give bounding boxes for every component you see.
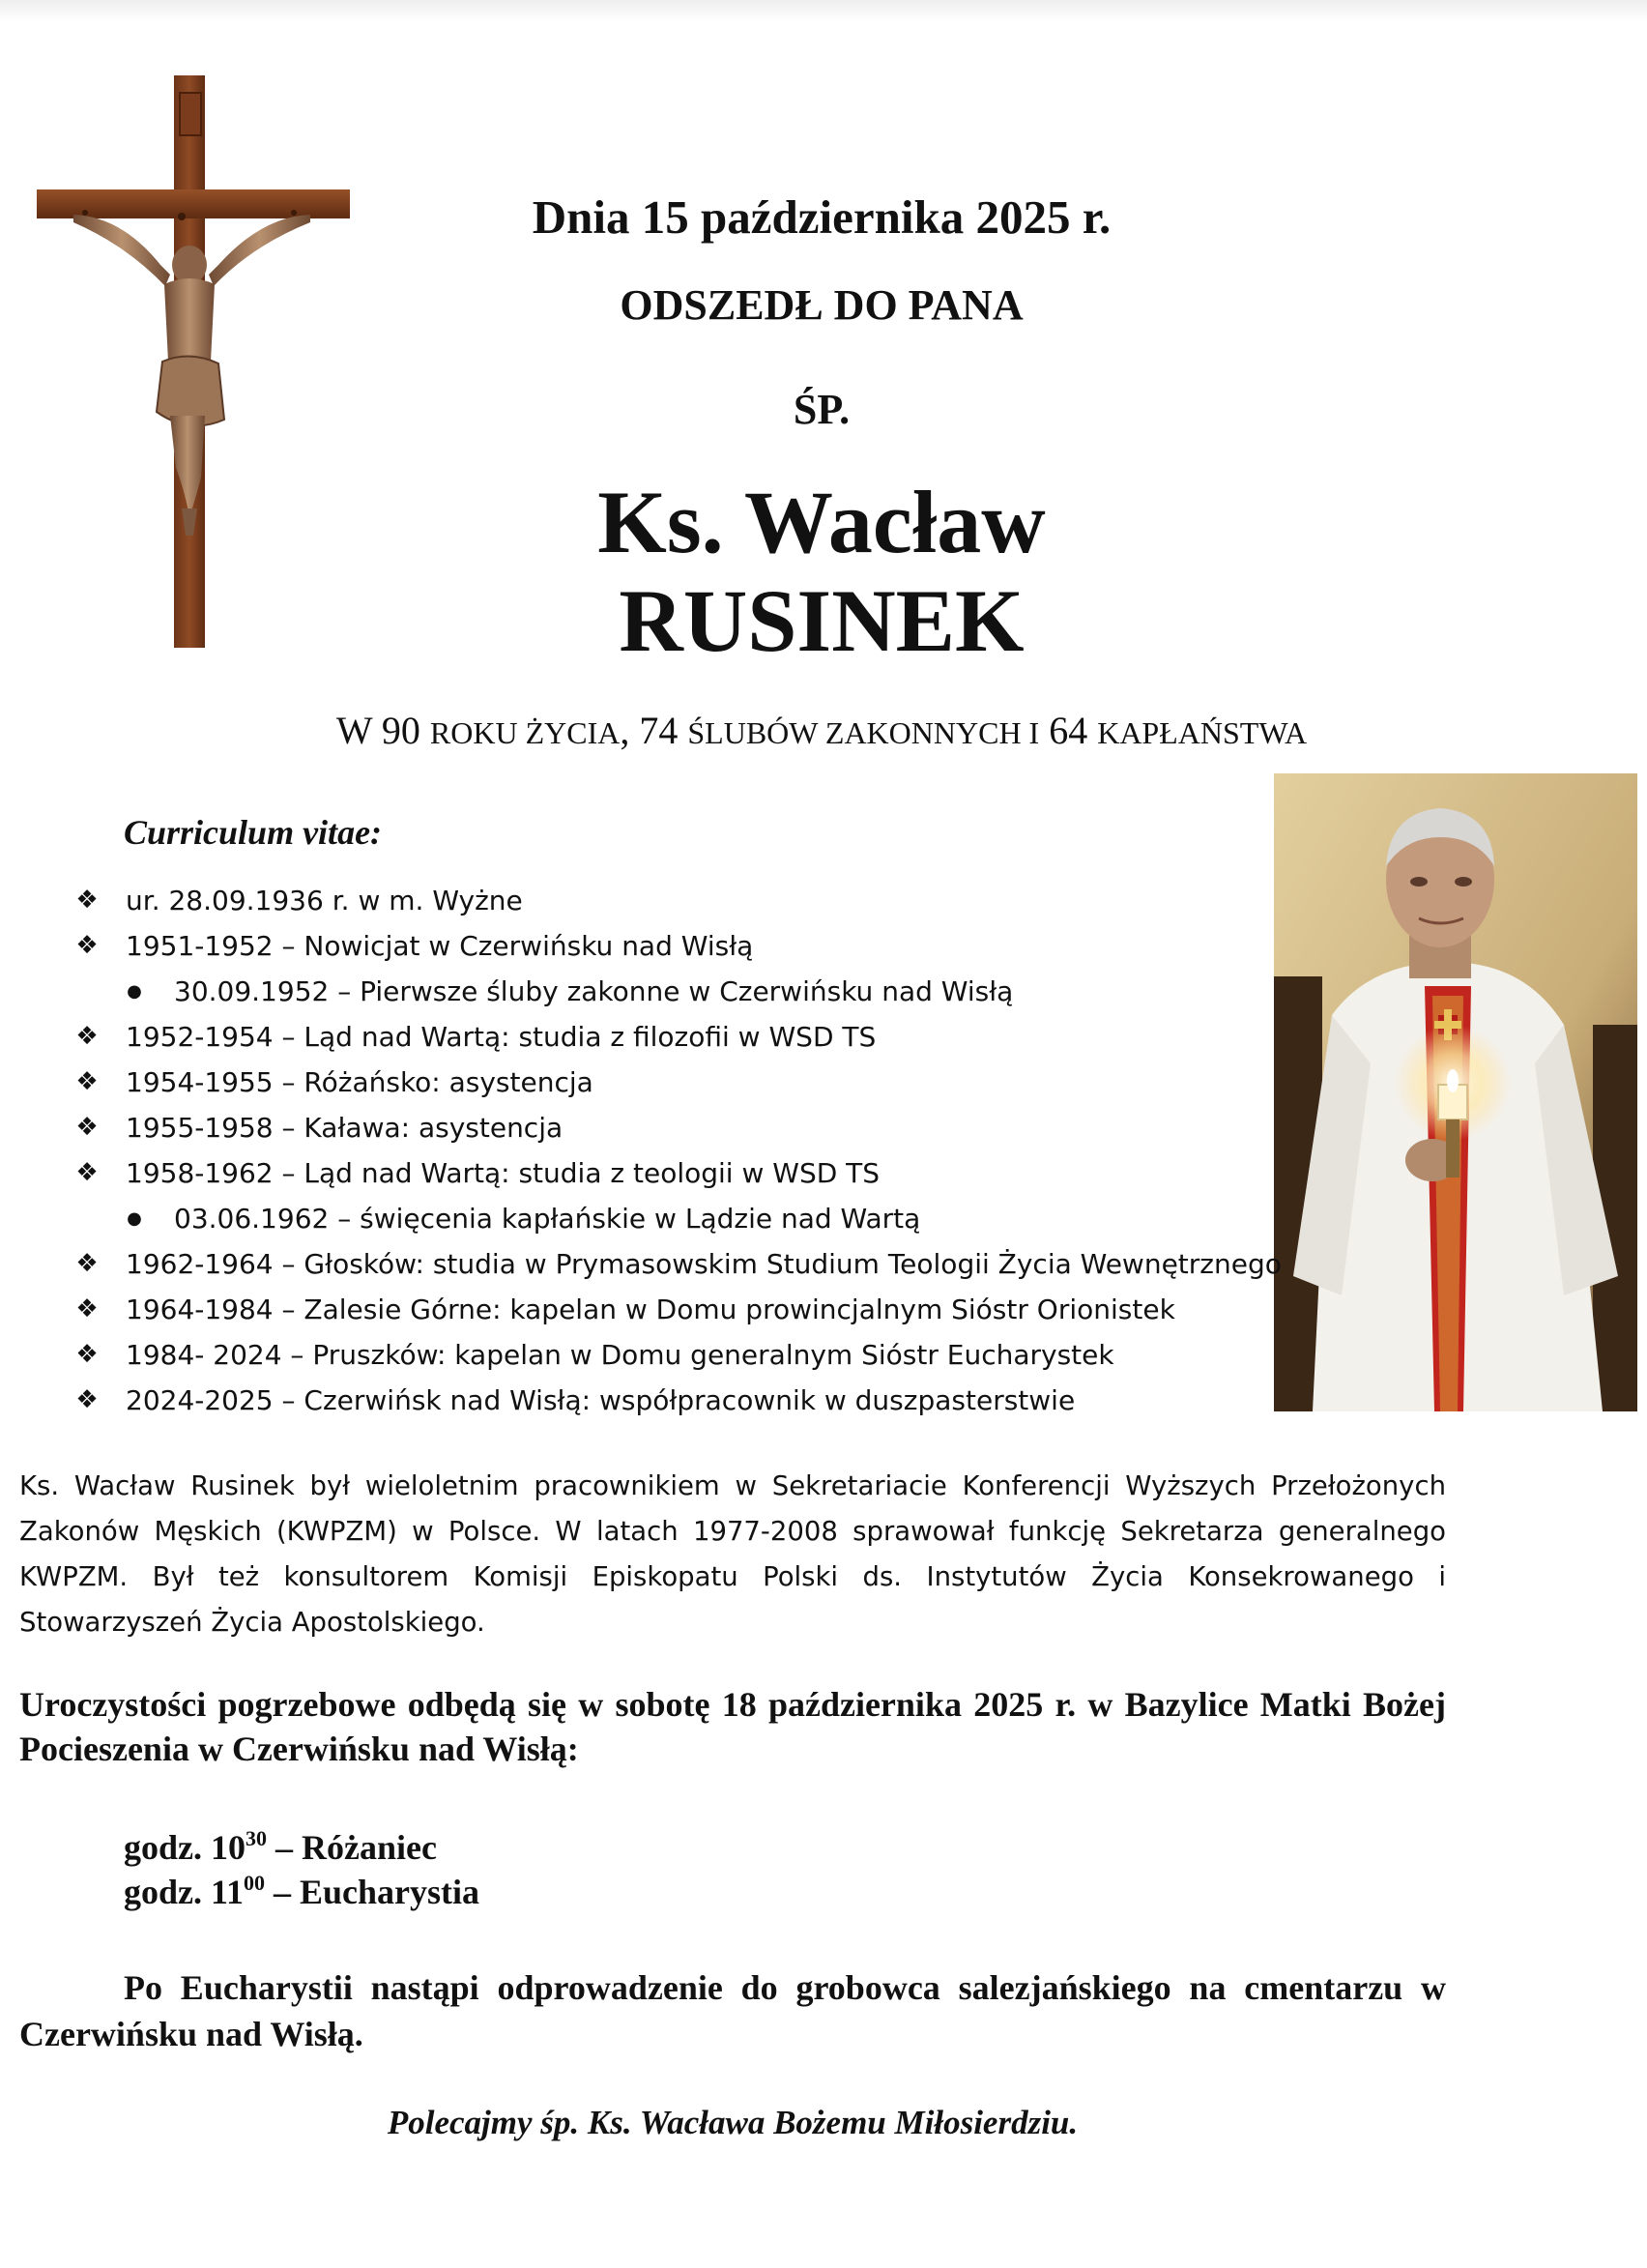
portrait-photo	[1274, 773, 1637, 1411]
bullet-diamond-icon: ❖	[75, 1294, 99, 1323]
passed-away-heading: ODSZEDŁ DO PANA	[620, 281, 1024, 329]
cv-item-text: 1984- 2024 – Pruszków: kapelan w Domu generalnym Sióstr Eucharystek	[126, 1339, 1114, 1371]
cv-item	[68, 923, 1276, 969]
bullet-dot-icon: ●	[127, 1208, 142, 1229]
schedule-event: – Różaniec	[267, 1828, 437, 1867]
burial-paragraph	[19, 1964, 1446, 2057]
schedule-rosary	[124, 1825, 437, 1870]
bullet-diamond-icon: ❖	[75, 1022, 99, 1051]
schedule-minutes: 30	[246, 1826, 267, 1850]
cv-item-text: ur. 28.09.1936 r. w m. Wyżne	[126, 885, 523, 916]
priesthood-label: KAPŁAŃSTWA	[1097, 715, 1308, 750]
schedule-eucharist	[124, 1870, 479, 1914]
deceased-surname: RUSINEK	[619, 571, 1025, 670]
cv-item-text: 30.09.1952 – Pierwsze śluby zakonne w Czerwińsku nad Wisłą	[174, 975, 1014, 1007]
bullet-diamond-icon: ❖	[75, 1249, 99, 1278]
cv-item-text: 1952-1954 – Ląd nad Wartą: studia z filozofii w WSD TS	[126, 1021, 877, 1053]
cv-item-text: 1964-1984 – Zalesie Górne: kapelan w Domu prowincjalnym Sióstr Orionistek	[126, 1294, 1175, 1325]
cv-item-text: 1951-1952 – Nowicjat w Czerwińsku nad Wisłą	[126, 930, 754, 962]
schedule-time: godz. 11	[124, 1873, 245, 1911]
schedule-time: godz. 10	[124, 1828, 246, 1867]
bullet-diamond-icon: ❖	[75, 1067, 99, 1096]
cv-item-text: 03.06.1962 – święcenia kapłańskie w Lądzie nad Wartą	[174, 1203, 921, 1235]
bullet-diamond-icon: ❖	[75, 886, 99, 915]
crucifix-image	[35, 72, 360, 652]
cv-item	[68, 1105, 1276, 1150]
cv-item-text: 1954-1955 – Różańsko: asystencja	[126, 1066, 593, 1098]
age-roku-zycia: ROKU ŻYCIA	[429, 715, 621, 750]
sp-label: ŚP.	[793, 386, 851, 433]
cv-item	[68, 1014, 1276, 1060]
cv-item	[68, 1332, 1276, 1378]
bullet-diamond-icon: ❖	[75, 1113, 99, 1142]
cv-item-text: 1955-1958 – Kaława: asystencja	[126, 1112, 563, 1144]
cv-item	[68, 1150, 1276, 1196]
schedule-minutes: 00	[244, 1871, 266, 1895]
bullet-dot-icon: ●	[127, 981, 142, 1002]
vows-label: ŚLUBÓW ZAKONNYCH I	[687, 715, 1040, 750]
vows-years: 74	[639, 709, 679, 752]
cv-list	[68, 878, 1282, 1423]
cv-item	[68, 1287, 1276, 1332]
age-years: 90	[381, 709, 420, 752]
cv-item-text: 1958-1962 – Ląd nad Wartą: studia z teologii w WSD TS	[126, 1157, 881, 1189]
biography-paragraph: Ks. Wacław Rusinek był wieloletnim pracownikiem w Sekretariacie Konferencji Wyższych Przełożonych Zakonów Męskich (KWPZM) w Polsce. W latach 1977-2008 sprawował funkcję Sekretarza generalnego KWPZM. Był też konsultorem Komisji Episkopatu Polski ds. Instytutów Życia Konsekrowanego i Stowarzyszeń Życia Apostolskiego.	[19, 1470, 1446, 1638]
cv-title: Curriculum vitae:	[124, 813, 383, 852]
cv-item	[68, 1241, 1282, 1287]
cv-item	[68, 1378, 1276, 1423]
age-comma: ,	[620, 709, 630, 752]
cv-subitem	[68, 969, 1276, 1014]
age-w: W	[335, 709, 372, 752]
cv-item-text: 1962-1964 – Głosków: studia w Prymasowskim Studium Teologii Życia Wewnętrznego	[126, 1248, 1282, 1280]
burial-text: Po Eucharystii nastąpi odprowadzenie do grobowca salezjańskiego na cmentarzu w Czerwińsku nad Wisłą.	[19, 1968, 1446, 2053]
bullet-diamond-icon: ❖	[75, 1340, 99, 1369]
cv-item	[68, 878, 1276, 923]
closing-prayer: Polecajmy śp. Ks. Wacława Bożemu Miłosierdziu.	[387, 2104, 1079, 2141]
cv-subitem	[68, 1196, 1276, 1241]
age-line	[97, 709, 1546, 752]
cv-item	[68, 1060, 1276, 1105]
funeral-announcement: Uroczystości pogrzebowe odbędą się w sobotę 18 października 2025 r. w Bazylice Matki Bożej Pocieszenia w Czerwińsku nad Wisłą:	[19, 1685, 1446, 1768]
bullet-diamond-icon: ❖	[75, 1385, 99, 1414]
bullet-diamond-icon: ❖	[75, 1158, 99, 1187]
death-date: Dnia 15 października 2025 r.	[532, 190, 1112, 244]
page-top-shade	[0, 0, 1647, 21]
priesthood-years: 64	[1049, 709, 1088, 752]
deceased-first-name: Ks. Wacław	[597, 473, 1046, 571]
schedule-event: – Eucharystia	[265, 1873, 480, 1911]
cv-item-text: 2024-2025 – Czerwińsk nad Wisłą: współpracownik w duszpasterstwie	[126, 1384, 1076, 1416]
bullet-diamond-icon: ❖	[75, 931, 99, 960]
